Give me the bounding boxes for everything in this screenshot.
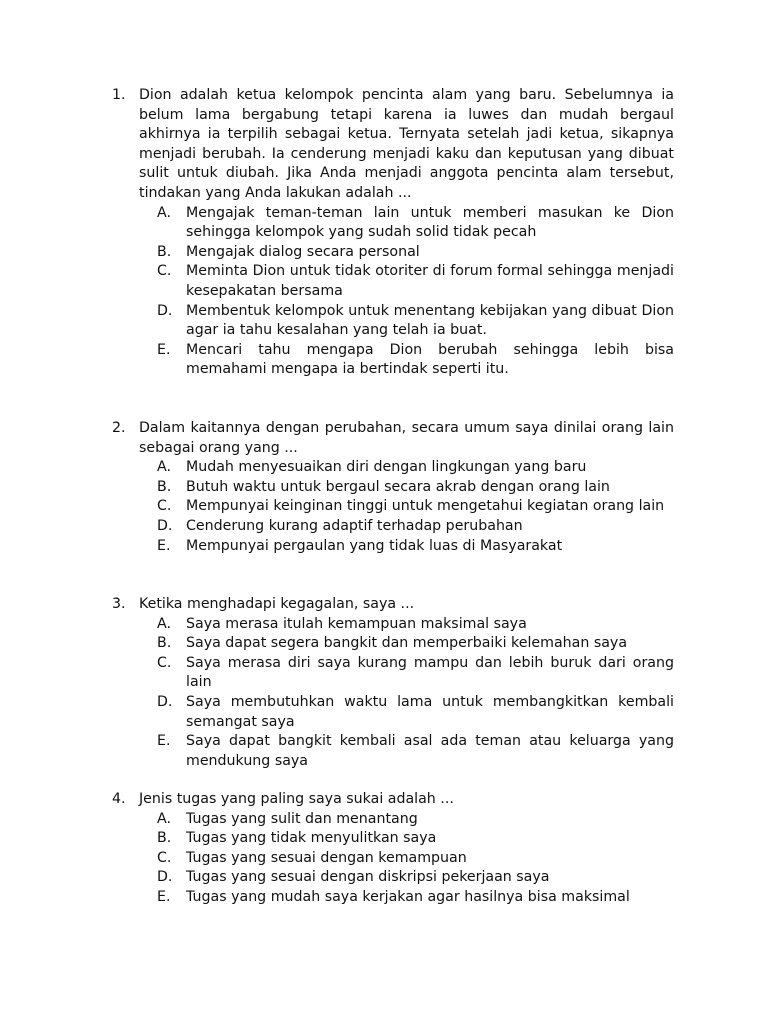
question-1 <box>112 86 674 380</box>
option-text: Tugas yang tidak menyulitkan saya <box>186 830 437 847</box>
option-letter: B. <box>157 830 172 847</box>
option-e <box>157 732 674 771</box>
question-3 <box>112 595 674 771</box>
option-d <box>157 302 674 341</box>
option-letter: B. <box>157 243 172 260</box>
option-text: Saya dapat segera bangkit dan memperbaiki kelemahan saya <box>186 635 628 652</box>
option-text: Mudah menyesuaikan diri dengan lingkungan yang baru <box>186 459 587 476</box>
option-text: Mengajak dialog secara personal <box>186 243 420 260</box>
option-letter: C. <box>157 498 172 515</box>
question-4 <box>112 790 674 908</box>
option-text: Saya dapat bangkit kembali asal ada teman atau keluarga yang mendukung saya <box>186 733 674 769</box>
option-e <box>157 888 674 908</box>
option-text: Mempunyai keinginan tinggi untuk mengetahui kegiatan orang lain <box>186 498 665 515</box>
option-c <box>157 497 674 517</box>
option-letter: A. <box>157 810 171 827</box>
option-text: Cenderung kurang adaptif terhadap perubahan <box>186 517 523 534</box>
option-letter: C. <box>157 849 172 866</box>
option-text: Membentuk kelompok untuk menentang kebijakan yang dibuat Dion agar ia tahu kesalahan yang telah ia buat. <box>186 302 674 339</box>
option-text: Tugas yang sesuai dengan kemampuan <box>186 849 467 866</box>
option-letter: C. <box>157 263 172 280</box>
option-letter: B. <box>157 478 172 495</box>
option-letter: D. <box>157 517 173 534</box>
option-b <box>157 478 674 498</box>
question-text: Ketika menghadapi kegagalan, saya ... <box>139 596 415 612</box>
option-letter: E. <box>157 733 171 750</box>
option-text: Tugas yang sesuai dengan diskripsi pekerjaan saya <box>186 869 550 886</box>
option-letter: E. <box>157 537 171 554</box>
option-letter: D. <box>157 302 173 319</box>
option-list <box>157 810 674 908</box>
option-text: Mencari tahu mengapa Dion berubah sehingga lebih bisa memahami mengapa ia bertindak seperti itu. <box>186 341 674 378</box>
option-c <box>157 262 674 301</box>
question-text: Dion adalah ketua kelompok pencinta alam yang baru. Sebelumnya ia belum lama bergabung tetapi karena ia luwes dan mudah bergaul akhirnya ia terpilih sebagai ketua. Ternyata setelah jadi ketua, sikapnya menjadi berubah. Ia cenderung menjadi kaku dan keputusan yang dibuat sulit untuk diubah. Jika Anda menjadi anggota pencinta alam tersebut, tindakan yang Anda lakukan adalah ... <box>139 87 674 201</box>
option-text: Tugas yang mudah saya kerjakan agar hasilnya bisa maksimal <box>186 888 630 905</box>
option-letter: A. <box>157 615 171 632</box>
option-text: Mempunyai pergaulan yang tidak luas di Masyarakat <box>186 537 563 554</box>
option-c <box>157 849 674 869</box>
option-letter: A. <box>157 204 171 221</box>
option-b <box>157 243 674 263</box>
option-d <box>157 693 674 732</box>
question-stem <box>112 419 674 458</box>
option-text: Tugas yang sulit dan menantang <box>186 810 418 827</box>
question-text: Dalam kaitannya dengan perubahan, secara umum saya dinilai orang lain sebagai orang yang ... <box>139 420 674 456</box>
option-text: Saya merasa itulah kemampuan maksimal saya <box>186 615 527 632</box>
option-a <box>157 204 674 243</box>
option-a <box>157 615 674 635</box>
question-text: Jenis tugas yang paling saya sukai adalah ... <box>139 791 454 807</box>
option-b <box>157 829 674 849</box>
option-text: Mengajak teman-teman lain untuk memberi masukan ke Dion sehingga kelompok yang sudah solid tidak pecah <box>186 204 674 241</box>
option-text: Saya membutuhkan waktu lama untuk membangkitkan kembali semangat saya <box>186 693 674 730</box>
question-number: 1. <box>112 87 126 103</box>
option-letter: D. <box>157 869 173 886</box>
option-text: Saya merasa diri saya kurang mampu dan lebih buruk dari orang lain <box>186 654 674 691</box>
option-letter: E. <box>157 341 171 358</box>
question-number: 3. <box>112 596 126 612</box>
option-list <box>157 204 674 380</box>
question-2 <box>112 419 674 556</box>
option-e <box>157 537 674 557</box>
option-letter: B. <box>157 635 172 652</box>
question-stem <box>112 595 674 615</box>
question-stem <box>112 790 674 810</box>
option-list <box>157 458 674 556</box>
option-letter: C. <box>157 654 172 671</box>
question-number: 2. <box>112 420 126 436</box>
option-list <box>157 615 674 772</box>
option-c <box>157 654 674 693</box>
option-a <box>157 810 674 830</box>
option-text: Butuh waktu untuk bergaul secara akrab dengan orang lain <box>186 478 610 495</box>
option-text: Meminta Dion untuk tidak otoriter di forum formal sehingga menjadi kesepakatan bersama <box>186 263 674 299</box>
option-letter: A. <box>157 459 171 476</box>
question-number: 4. <box>112 791 126 807</box>
option-letter: E. <box>157 888 171 905</box>
option-e <box>157 341 674 380</box>
question-stem <box>112 86 674 204</box>
option-letter: D. <box>157 693 173 710</box>
option-d <box>157 868 674 888</box>
option-b <box>157 634 674 654</box>
option-a <box>157 458 674 478</box>
option-d <box>157 517 674 537</box>
